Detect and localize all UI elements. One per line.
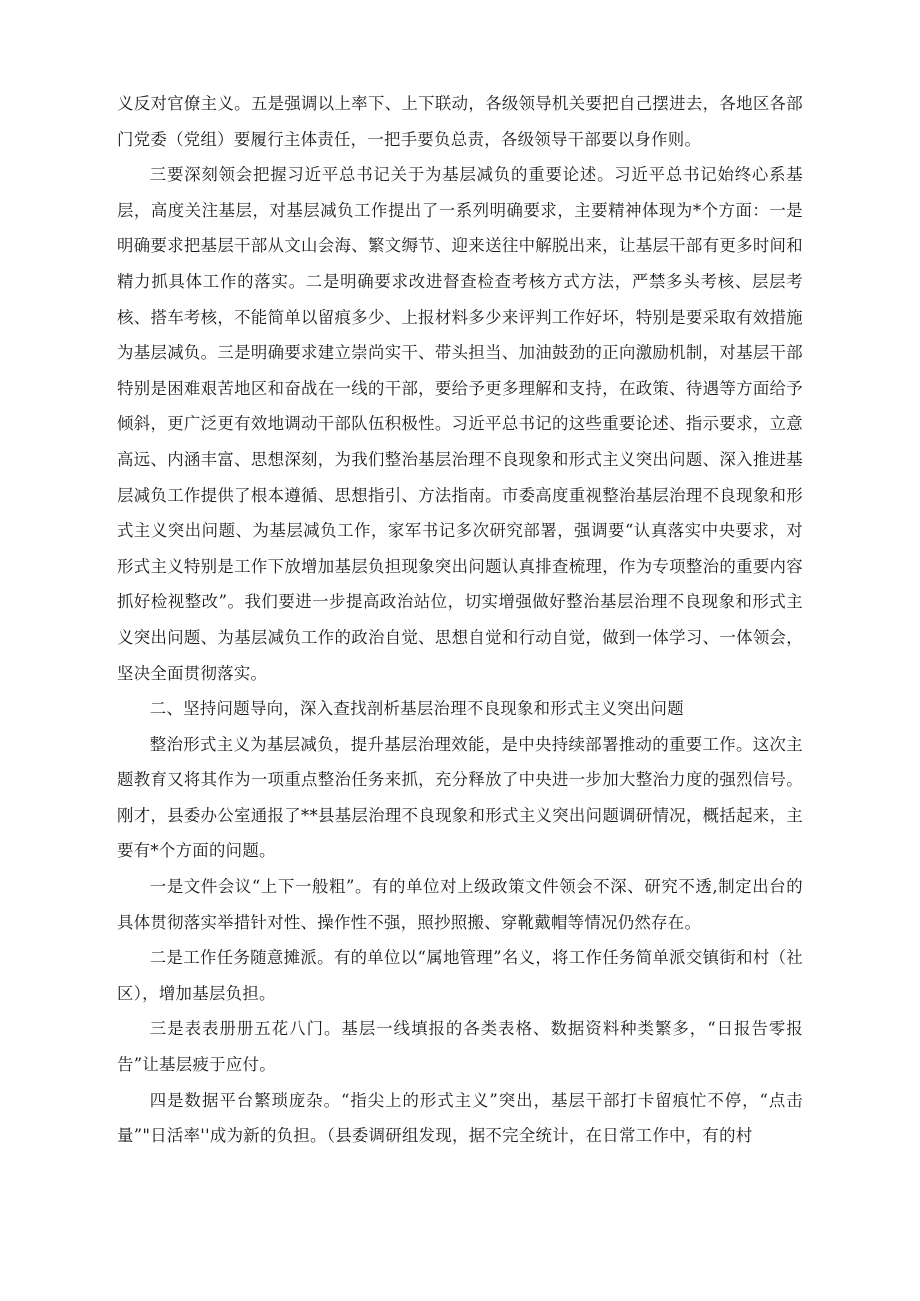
paragraph-problem-documents-meetings: 一是文件会议“上下一般粗”。有的单位对上级政策文件领会不深、研究不透,制定出台的具体贯彻落实举措针对性、操作性不强，照抄照搬、穿靴戴帽等情况仍然存在。 xyxy=(117,877,803,932)
paragraph-problem-forms: 三是表表册册五花八门。基层一线填报的各类表格、数据资料种类繁多，“日报告零报告”让基层疲于应付。 xyxy=(117,1019,803,1075)
paragraph-problem-task-assignment: 二是工作任务随意摊派。有的单位以“属地管理”名义，将工作任务简单派交镇街和村（社区），增加基层负担。 xyxy=(117,948,803,1003)
document-body xyxy=(117,86,803,1154)
paragraph-important-discourse: 三要深刻领会把握习近平总书记关于为基层减负的重要论述。习近平总书记始终心系基层，高度关注基层，对基层减负工作提出了一系列明确要求，主要精神体现为*个方面：一是明确要求把基层干部从文山会海、繁文缛节、迎来送往中解脱出来，让基层干部有更多时间和精力抓具体工作的落实。二是明确要求改进督查检查考核方式方法，严禁多头考核、层层考核、搭车考核，不能简单以留痕多少、上报材料多少来评判工作好坏，特别是要采取有效措施为基层减负。三是明确要求建立崇尚实干、带头担当、加油鼓劲的正向激励机制，对基层干部特别是困难艰苦地区和奋战在一线的干部，要给予更多理解和支持，在政策、待遇等方面给予倾斜，更广泛更有效地调动干部队伍积极性。习近平总书记的这些重要论述、指示要求，立意高远、内涵丰富、思想深刻，为我们整治基层治理不良现象和形式主义突出问题、深入推进基层减负工作提供了根本遵循、思想指引、方法指南。市委高度重视整治基层治理不良现象和形式主义突出问题、为基层减负工作，家军书记多次研究部署，强调要“认真落实中央要求，对形式主义特别是工作下放增加基层负担现象突出问题认真排查梳理，作为专项整治的重要内容抓好检视整改”。我们要进一步提高政治站位，切实增强做好整治基层治理不良现象和形式主义突出问题、为基层减负工作的政治自觉、思想自觉和行动自觉，做到一体学习、一体领会，坚决全面贯彻落实。 xyxy=(117,165,803,683)
paragraph-rectify-formalism: 整治形式主义为基层减负，提升基层治理效能，是中央持续部署推动的重要工作。这次主题教育又将其作为一项重点整治任务来抓，充分释放了中央进一步加大整治力度的强烈信号。刚才，县委办公室通报了**县基层治理不良现象和形式主义突出问题调研情况，概括起来，主要有*个方面的问题。 xyxy=(117,734,803,861)
section-heading-problem-oriented: 二、坚持问题导向，深入查找剖析基层治理不良现象和形式主义突出问题 xyxy=(149,699,684,719)
paragraph-continuation: 义反对官僚主义。五是强调以上率下、上下联动，各级领导机关要把自己摆进去，各地区各部门党委（党组）要履行主体责任，一把手要负总责，各级领导干部要以身作则。 xyxy=(117,94,803,149)
paragraph-problem-data-platforms: 四是数据平台繁琐庞杂。“指尖上的形式主义”突出，基层干部打卡留痕忙不停，“点击量”"日活率''成为新的负担。（县委调研组发现，据不完全统计，在日常工作中，有的村 xyxy=(117,1090,803,1146)
